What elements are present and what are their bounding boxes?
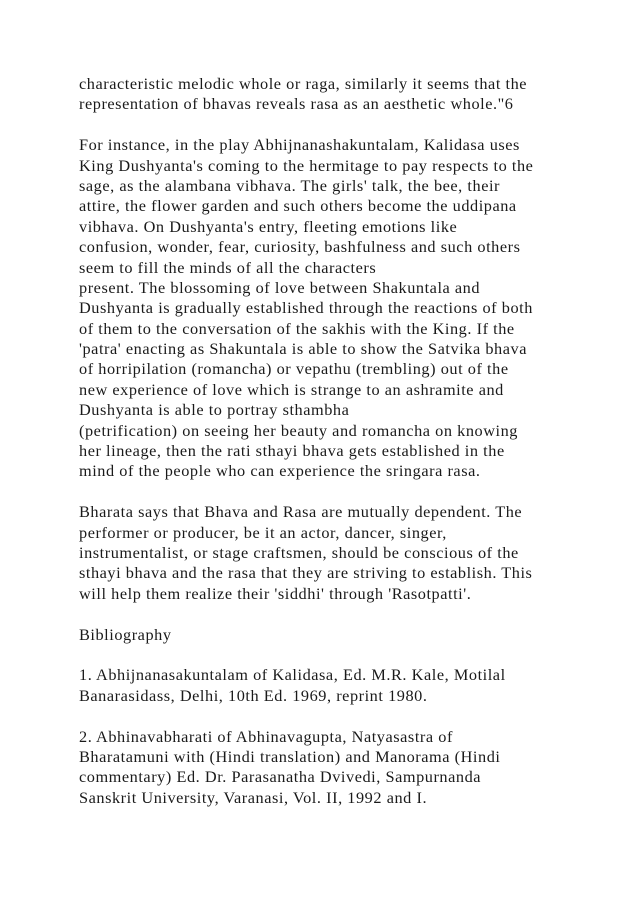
text-line: of horripilation (romancha) or vepathu (trembling) out of the — [79, 359, 509, 379]
text-line: characteristic melodic whole or raga, similarly it seems that the — [79, 74, 528, 93]
text-line: Bharata says that Bhava and Rasa are mutually dependent. The — [79, 502, 523, 522]
text-line: sage, as the alambana vibhava. The girls' talk, the bee, their — [79, 175, 501, 195]
text-line: mind of the people who can experience the sringara rasa. — [79, 461, 481, 481]
text-line: 'patra' enacting as Shakuntala is able to show the Satvika bhava — [79, 339, 527, 359]
text-line: Dushyanta is gradually established through the reactions of both — [79, 298, 533, 318]
document-body — [79, 74, 624, 808]
text-line: of them to the conversation of the sakhis with the King. If the — [79, 318, 515, 338]
bibliography-entry-2 — [79, 727, 624, 809]
text-line: her lineage, then the rati sthayi bhava gets established in the — [79, 441, 505, 461]
text-line: King Dushyanta's coming to the hermitage to pay respects to the — [79, 155, 534, 175]
text-line: confusion, wonder, fear, curiosity, bashfulness and such others — [79, 237, 521, 257]
bibliography-heading — [79, 625, 624, 645]
text-line: will help them realize their 'siddhi' through 'Rasotpatti'. — [79, 583, 472, 603]
text-line: sthayi bhava and the rasa that they are striving to establish. This — [79, 563, 533, 583]
text-line: representation of bhavas reveals rasa as an aesthetic whole."6 — [79, 94, 514, 114]
text-line: 2. Abhinavabharati of Abhinavagupta, Natyasastra of — [79, 726, 453, 746]
paragraph-conclusion — [79, 502, 624, 604]
text-line: attire, the flower garden and such others become the uddipana — [79, 196, 517, 216]
paragraph-gap — [79, 604, 624, 624]
text-line: Bharatamuni with (Hindi translation) and Manorama (Hindi — [79, 746, 501, 766]
paragraph-gap — [79, 482, 624, 502]
text-line: Bibliography — [79, 624, 172, 644]
text-line: 1. Abhijnanasakuntalam of Kalidasa, Ed. M.R. Kale, Motilal — [79, 665, 506, 685]
text-line: vibhava. On Dushyanta's entry, fleeting emotions like — [79, 216, 458, 236]
paragraph-gap — [79, 645, 624, 665]
bibliography-entry-1 — [79, 665, 624, 706]
text-line: present. The blossoming of love between Shakuntala and — [79, 277, 481, 297]
text-line: (petrification) on seeing her beauty and romancha on knowing — [79, 420, 518, 440]
paragraph-gap — [79, 706, 624, 726]
text-line: For instance, in the play Abhijnanashakuntalam, Kalidasa uses — [79, 135, 520, 155]
paragraph-example — [79, 135, 624, 482]
text-line: seem to fill the minds of all the characters — [79, 257, 377, 277]
text-line: Sanskrit University, Varanasi, Vol. II, 1992 and I. — [79, 787, 428, 807]
text-line: Dushyanta is able to portray sthambha — [79, 400, 350, 420]
paragraph-gap — [79, 115, 624, 135]
paragraph-continuation — [79, 74, 624, 115]
text-line: new experience of love which is strange to an ashramite and — [79, 379, 504, 399]
text-line: Banarasidass, Delhi, 10th Ed. 1969, reprint 1980. — [79, 685, 428, 705]
text-line: instrumentalist, or stage craftsmen, should be conscious of the — [79, 542, 519, 562]
text-line: commentary) Ed. Dr. Parasanatha Dvivedi, Sampurnanda — [79, 767, 482, 787]
text-line: performer or producer, be it an actor, dancer, singer, — [79, 522, 447, 542]
